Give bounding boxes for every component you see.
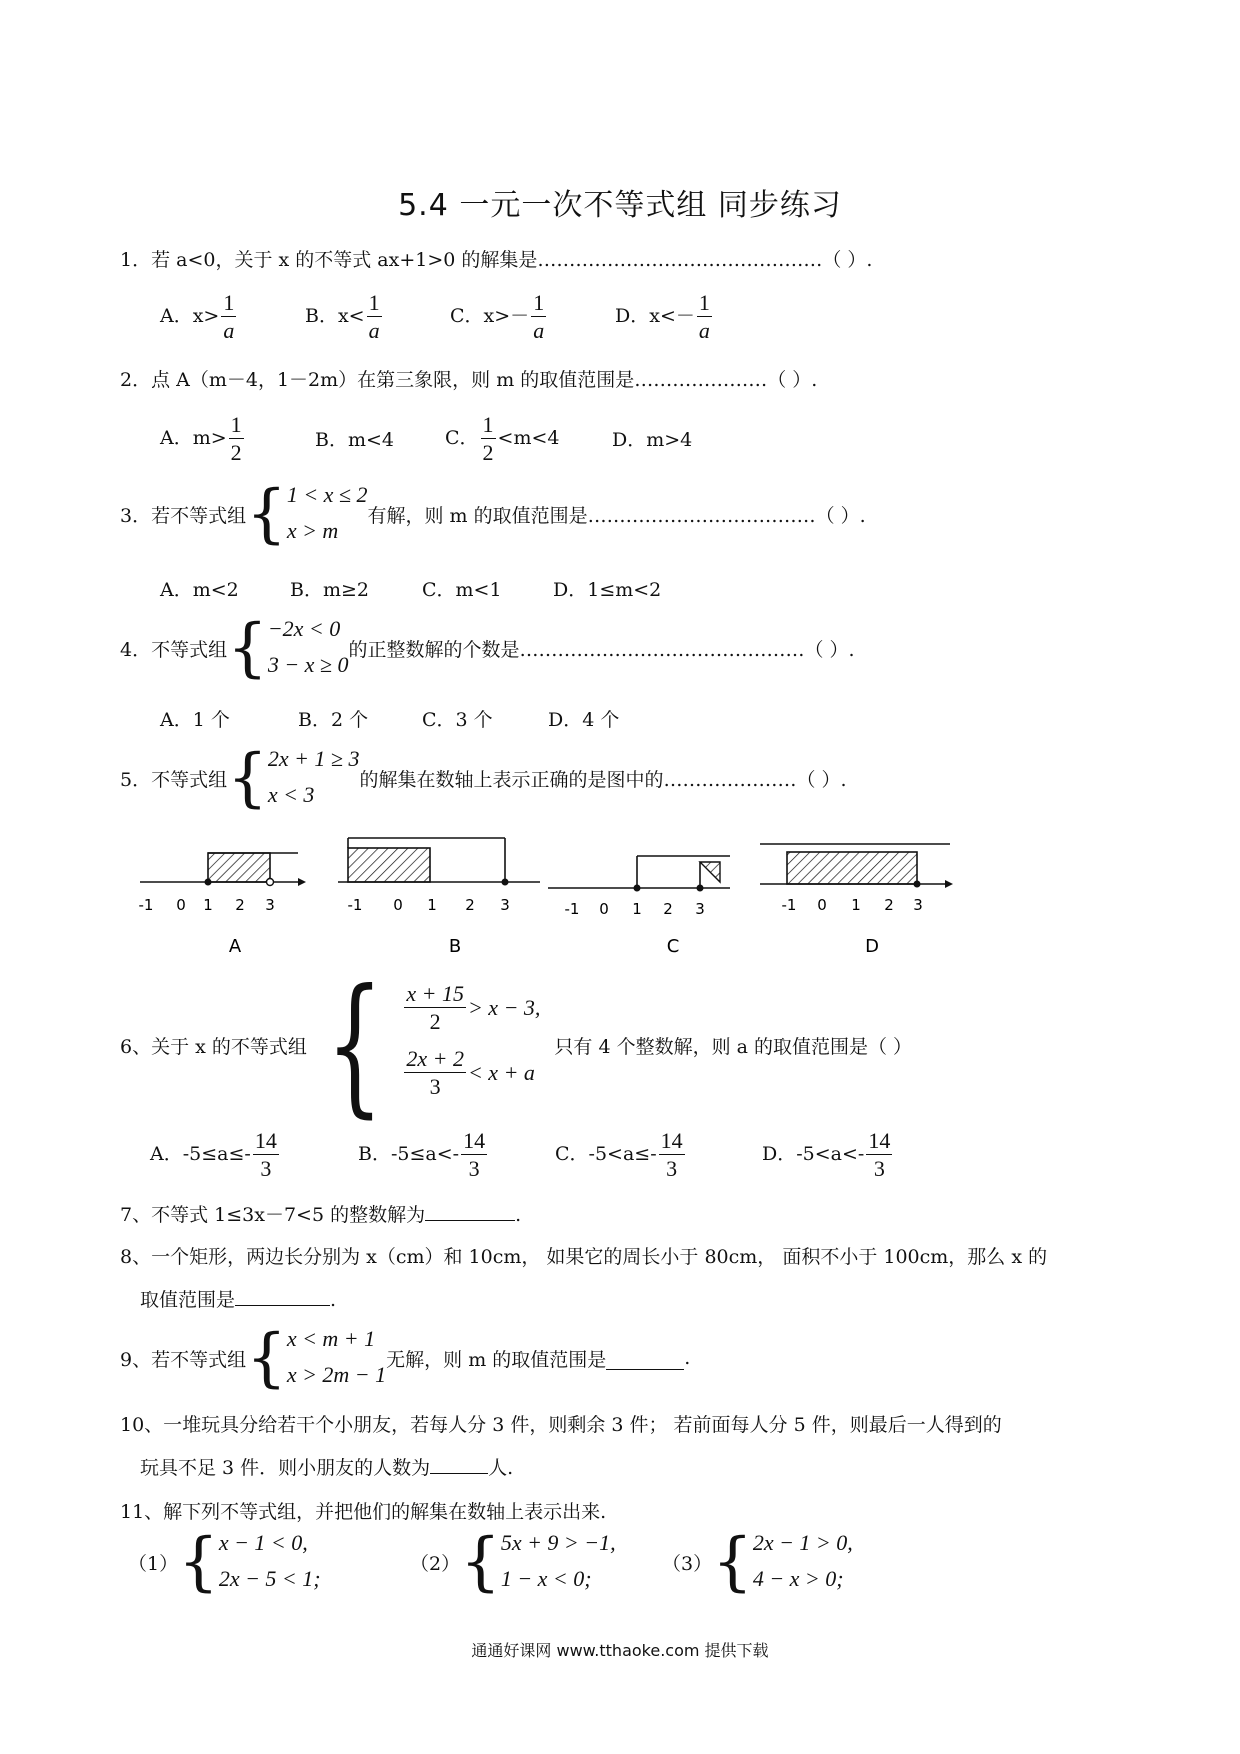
q2-stem: 2．点 A（m－4，1－2m）在第三象限，则 m 的取值范围是…………………（ ）. [120, 369, 818, 391]
q8-answer-blank[interactable] [235, 1305, 330, 1306]
figure-c-tick-label: -1 [564, 900, 580, 918]
q4-option-c: C．3 个 [422, 709, 493, 731]
figure-b [338, 838, 540, 914]
q6-option-a: A．-5≤a≤- $\frac{14}{3}$ [150, 1128, 277, 1182]
q10-line2: 玩具不足 3 件．则小朋友的人数为 人. [140, 1457, 514, 1479]
figure-c [548, 856, 730, 918]
q6-option-b: B．-5≤a<- $\frac{14}{3}$ [358, 1128, 486, 1182]
q2-option-d: D．m>4 [612, 429, 693, 451]
figure-d-shaded-region [787, 852, 917, 884]
figure-a-tick-label: -1 [138, 896, 154, 914]
q6-system: { x + 15 2 > x − 3, 2x + 2 3 < x + a [325, 958, 541, 1132]
q6-option-d: D．-5<a<- $\frac{14}{3}$ [762, 1128, 891, 1182]
q9-system: { x < m + 1 x > 2m − 1 [246, 1321, 387, 1395]
q11-part-3: （3） { 2x − 1 > 0, 4 − x > 0; [662, 1525, 853, 1599]
q6-stem: 6、关于 x 的不等式组 { x + 15 2 > x − 3, 2x + 2 3 < x + a 只有 4 个整数解，则 a 的取值范围是（ ） [120, 958, 913, 1132]
figure-b-caption: B [448, 936, 462, 957]
q1-option-c: C．x>－ $\frac{1}{a}$ [450, 290, 545, 344]
q7-stem: 7、不等式 1≤3x－7<5 的整数解为 . [120, 1204, 522, 1226]
figure-a-tick-label: 0 [176, 896, 186, 914]
q3-system: { 1 < x ≤ 2 x > m [246, 477, 368, 551]
q2-option-b: B．m<4 [315, 429, 394, 451]
figure-b-solid-dot [502, 879, 509, 886]
q2-option-c: C． $\frac{1}{2}$ <m<4 [445, 412, 560, 466]
figure-c-tick-label: 2 [663, 900, 673, 918]
q8-line1: 8、一个矩形，两边长分别为 x（cm）和 10cm， 如果它的周长小于 80cm， 面积不小于 100cm，那么 x 的 [120, 1246, 1048, 1268]
figure-a-solid-dot [205, 879, 212, 886]
figure-c-solid-dot [697, 885, 704, 892]
figure-a-shaded-region [208, 853, 270, 882]
figure-a-open-dot [267, 879, 274, 886]
q2-option-a: A．m> $\frac{1}{2}$ [160, 412, 242, 466]
figure-b-tick-label: 2 [465, 896, 475, 914]
figure-d-arrow [945, 880, 953, 888]
q11-part-1: （1） { x − 1 < 0, 2x − 5 < 1; [128, 1525, 321, 1599]
q11-stem: 11、解下列不等式组，并把他们的解集在数轴上表示出来. [120, 1501, 607, 1523]
figure-d-solid-dot [914, 881, 921, 888]
q8-line2: 取值范围是 . [140, 1289, 337, 1311]
figure-c-solid-dot [634, 885, 641, 892]
q7-answer-blank[interactable] [425, 1220, 515, 1221]
q5-system: { 2x + 1 ≥ 3 x < 3 [227, 741, 360, 815]
figure-a-tick-label: 3 [265, 896, 275, 914]
figure-a-tick-label: 1 [203, 896, 213, 914]
q3-option-c: C．m<1 [422, 579, 502, 601]
q9-answer-blank[interactable] [606, 1369, 684, 1370]
figure-d-caption: D [865, 936, 879, 957]
q4-option-d: D．4 个 [548, 709, 620, 731]
figure-b-shaded-region [348, 848, 430, 882]
q1-stem: 1．若 a<0，关于 x 的不等式 ax+1>0 的解集是………………………………………（ ）. [120, 249, 873, 271]
figure-b-tick-label: -1 [347, 896, 363, 914]
figure-b-tick-label: 3 [500, 896, 510, 914]
figure-c-shaded-corner [700, 862, 720, 882]
q9-stem: 9、若不等式组 { x < m + 1 x > 2m − 1 无解，则 m 的取值范围是 . [120, 1321, 691, 1395]
figure-b-tick-label: 1 [427, 896, 437, 914]
figure-c-tick-label: 3 [695, 900, 705, 918]
page-title: 5.4 一元一次不等式组 同步练习 [398, 188, 842, 223]
figure-d-tick-label: 0 [817, 896, 827, 914]
figure-d-tick-label: 3 [913, 896, 923, 914]
figure-c-tick-label: 1 [632, 900, 642, 918]
q1-option-b: B．x< $\frac{1}{a}$ [305, 290, 380, 344]
figure-d-tick-label: 2 [884, 896, 894, 914]
q10-line1: 10、一堆玩具分给若干个小朋友，若每人分 3 件，则剩余 3 件； 若前面每人分 5 件，则最后一人得到的 [120, 1414, 1002, 1436]
q4-system: { −2x < 0 3 − x ≥ 0 [227, 611, 349, 685]
figure-b-tick-label: 0 [393, 896, 403, 914]
q3-option-b: B．m≥2 [290, 579, 369, 601]
figure-c-caption: C [666, 936, 680, 957]
q6-option-c: C．-5<a≤- $\frac{14}{3}$ [555, 1128, 683, 1182]
q3-option-a: A．m<2 [160, 579, 239, 601]
q5-stem: 5．不等式组 { 2x + 1 ≥ 3 x < 3 的解集在数轴上表示正确的是图中的…………………（ ）. [120, 741, 847, 815]
q10-answer-blank[interactable] [430, 1473, 488, 1474]
figure-a-caption: A [228, 936, 242, 957]
q1-option-a: A．x> $\frac{1}{a}$ [160, 290, 235, 344]
q5-figures [0, 820, 1240, 980]
q11-part-2: （2） { 5x + 9 > −1, 1 − x < 0; [410, 1525, 616, 1599]
footer-credit: 通通好课网 www.tthaoke.com 提供下载 [471, 1641, 769, 1660]
figure-d-tick-label: 1 [851, 896, 861, 914]
q4-stem: 4．不等式组 { −2x < 0 3 − x ≥ 0 的正整数解的个数是………………………………………（ ）. [120, 611, 855, 685]
figure-d [760, 844, 953, 914]
q3-option-d: D．1≤m<2 [553, 579, 662, 601]
figure-a-arrow [298, 878, 306, 886]
figure-a-tick-label: 2 [235, 896, 245, 914]
q3-stem: 3．若不等式组 { 1 < x ≤ 2 x > m 有解，则 m 的取值范围是………………………………（ ）. [120, 477, 866, 551]
q4-option-a: A．1 个 [160, 709, 230, 731]
figure-c-tick-label: 0 [599, 900, 609, 918]
figure-a [139, 853, 306, 914]
q1-option-d: D．x<－ $\frac{1}{a}$ [615, 290, 710, 344]
q4-option-b: B．2 个 [298, 709, 369, 731]
figure-d-tick-label: -1 [781, 896, 797, 914]
